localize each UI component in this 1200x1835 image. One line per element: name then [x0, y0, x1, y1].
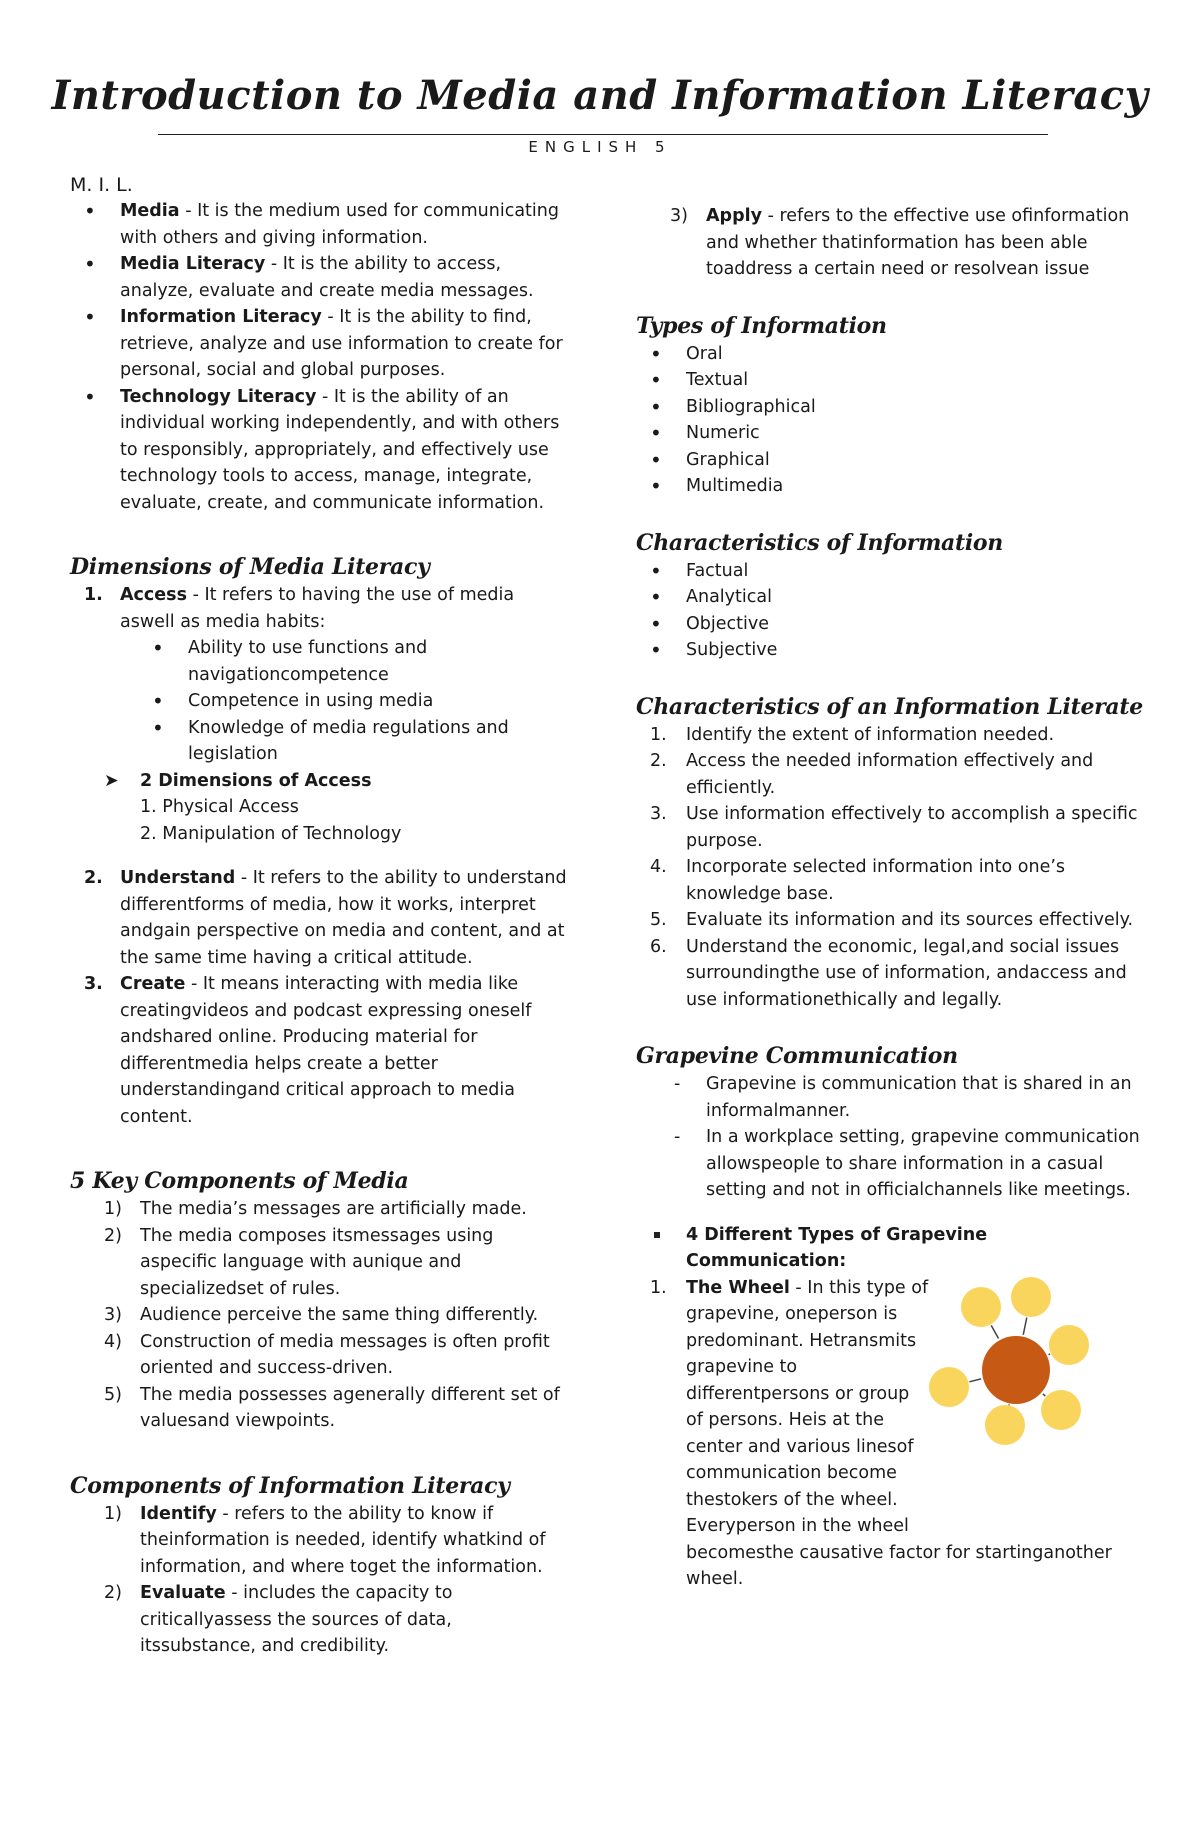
literate-list	[636, 722, 1146, 1014]
grapevine-list	[636, 1071, 1146, 1204]
list-item: • Competence in using media	[70, 688, 570, 715]
list-item: 2. Manipulation of Technology	[140, 823, 402, 844]
list-item: 1. The Wheel - In this type of grapevine, oneperson is predominant. Hetransmits grapevine to differentpersons or group of persons. Heis at the center and various linesof communication become thestokers of the wheel. Everyperson in the wheel	[650, 1277, 929, 1536]
wheel-diagram	[921, 1275, 1111, 1465]
types-list	[636, 341, 1146, 500]
wheel-center-node	[982, 1336, 1050, 1404]
wheel-block	[636, 1275, 1146, 1540]
mil-heading: M. I. L.	[70, 174, 133, 196]
wheel-outer-node	[985, 1405, 1025, 1445]
list-item: • Information Literacy - It is the ability to find, retrieve, analyze and use information to create for personal, social and global purposes.	[70, 304, 570, 384]
list-item: • Objective	[636, 611, 1146, 638]
list-item: • Graphical	[636, 447, 1146, 474]
list-item: 4. Incorporate selected information into one’s knowledge base.	[650, 857, 1066, 904]
info-lit-components-heading: Components of Information Literacy	[70, 1472, 510, 1499]
wheel-outer-node	[961, 1287, 1001, 1327]
list-item: 2) The media composes itsmessages using aspecific language with aunique and specializedset of rules.	[104, 1225, 494, 1299]
list-item: • Numeric	[636, 420, 1146, 447]
title-divider	[158, 134, 1048, 135]
list-item: • Bibliographical	[636, 394, 1146, 421]
list-item: 1. Access - It refers to having the use of media aswell as media habits:	[84, 585, 515, 632]
list-item: 3. Create - It means interacting with media like creatingvideos and podcast expressing oneself andshared online. Producing material for differentmedia helps create a better understandingand critical approach to media content.	[84, 974, 532, 1127]
grapevine-heading: Grapevine Communication	[636, 1043, 958, 1069]
list-item: 2) Evaluate - includes the capacity to criticallyassess the sources of data, itssubstance, and credibility.	[104, 1583, 453, 1656]
wheel-outer-node	[1041, 1390, 1081, 1430]
list-item: 5. Evaluate its information and its sources effectively.	[650, 910, 1134, 930]
list-item: 1) The media’s messages are artificially made.	[104, 1199, 527, 1219]
list-item: 3. Use information effectively to accomplish a specific purpose.	[650, 804, 1138, 851]
list-item: 4) Construction of media messages is often profit oriented and success-driven.	[104, 1331, 550, 1378]
list-item: • Multimedia	[636, 473, 1146, 500]
list-item: 3) Apply - refers to the effective use ofinformation and whether thatinformation has been able toaddress a certain need or resolvean issue	[670, 206, 1130, 279]
mil-list	[70, 198, 570, 516]
list-item: • Media - It is the medium used for communicating with others and giving information.	[70, 198, 570, 251]
dimensions-of-access-label: ➤ 2 Dimensions of Access	[104, 770, 372, 791]
list-item: • Oral	[636, 341, 1146, 368]
list-item: 3) Audience perceive the same thing differently.	[104, 1305, 539, 1325]
wheel-connector	[991, 1325, 998, 1338]
page-subtitle: ENGLISH 5	[528, 138, 672, 156]
list-item: • Ability to use functions and navigationcompetence	[70, 635, 570, 688]
key-components-heading: 5 Key Components of Media	[70, 1168, 409, 1194]
list-item: 1. Identify the extent of information needed.	[650, 724, 1055, 745]
list-item: • Subjective	[636, 637, 1146, 664]
list-item: 6. Understand the economic, legal,and social issues surroundingthe use of information, andaccess and use informationethically and legally.	[650, 936, 1127, 1010]
list-item: 2. Understand - It refers to the ability to understand differentforms of media, how it works, interpret andgain perspective on media and content, and at the same time having a critical attitude.	[84, 868, 567, 968]
characteristics-list	[636, 558, 1146, 664]
characteristics-heading: Characteristics of Information	[636, 529, 1003, 556]
right-column	[636, 203, 1146, 1593]
list-item: • Factual	[636, 558, 1146, 585]
types-heading: Types of Information	[636, 312, 887, 339]
list-item: 2. Access the needed information effectively and efficiently.	[650, 751, 1094, 798]
wheel-outer-node	[1011, 1277, 1051, 1317]
list-item: 1. Physical Access	[140, 797, 299, 817]
wheel-connector	[1023, 1317, 1027, 1334]
left-column	[70, 172, 570, 1660]
list-item: 5) The media possesses agenerally different set of valuesand viewpoints.	[104, 1384, 560, 1431]
wheel-connector	[969, 1378, 981, 1381]
wheel-outer-node	[929, 1367, 969, 1407]
page-title: Introduction to Media and Information Literacy	[51, 72, 1149, 119]
info-lit-components-list	[70, 1501, 570, 1660]
key-components-list	[70, 1196, 570, 1435]
wheel-outer-node	[1049, 1325, 1089, 1365]
list-item: 1) Identify - refers to the ability to know if theinformation is needed, identify whatkind of information, and where toget the information.	[104, 1503, 546, 1577]
list-item: - In a workplace setting, grapevine communication allowspeople to share information in a casual setting and not in officialchannels like meetings.	[636, 1124, 1146, 1204]
wheel-connector	[1043, 1393, 1045, 1395]
list-item: • Media Literacy - It is the ability to access, analyze, evaluate and create media messages.	[70, 251, 570, 304]
list-item: • Knowledge of media regulations and legislation	[70, 715, 570, 768]
grapevine-types-label: 4 Different Types of Grapevine Communication:	[636, 1222, 1146, 1275]
list-item: • Technology Literacy - It is the ability of an individual working independently, and with others to responsibly, appropriately, and effectively use technology tools to access, manage, integrate, evaluate, create, and communicate information.	[70, 384, 570, 517]
literate-heading: Characteristics of an Information Literate	[636, 693, 1143, 720]
dimensions-heading: Dimensions of Media Literacy	[70, 554, 430, 580]
list-item: • Analytical	[636, 584, 1146, 611]
wheel-connector	[1049, 1353, 1050, 1354]
list-item: • Textual	[636, 367, 1146, 394]
list-item: - Grapevine is communication that is shared in an informalmanner.	[636, 1071, 1146, 1124]
wheel-text-end: becomesthe causative factor for startinganother wheel.	[686, 1542, 1112, 1589]
access-sublist	[70, 635, 570, 768]
